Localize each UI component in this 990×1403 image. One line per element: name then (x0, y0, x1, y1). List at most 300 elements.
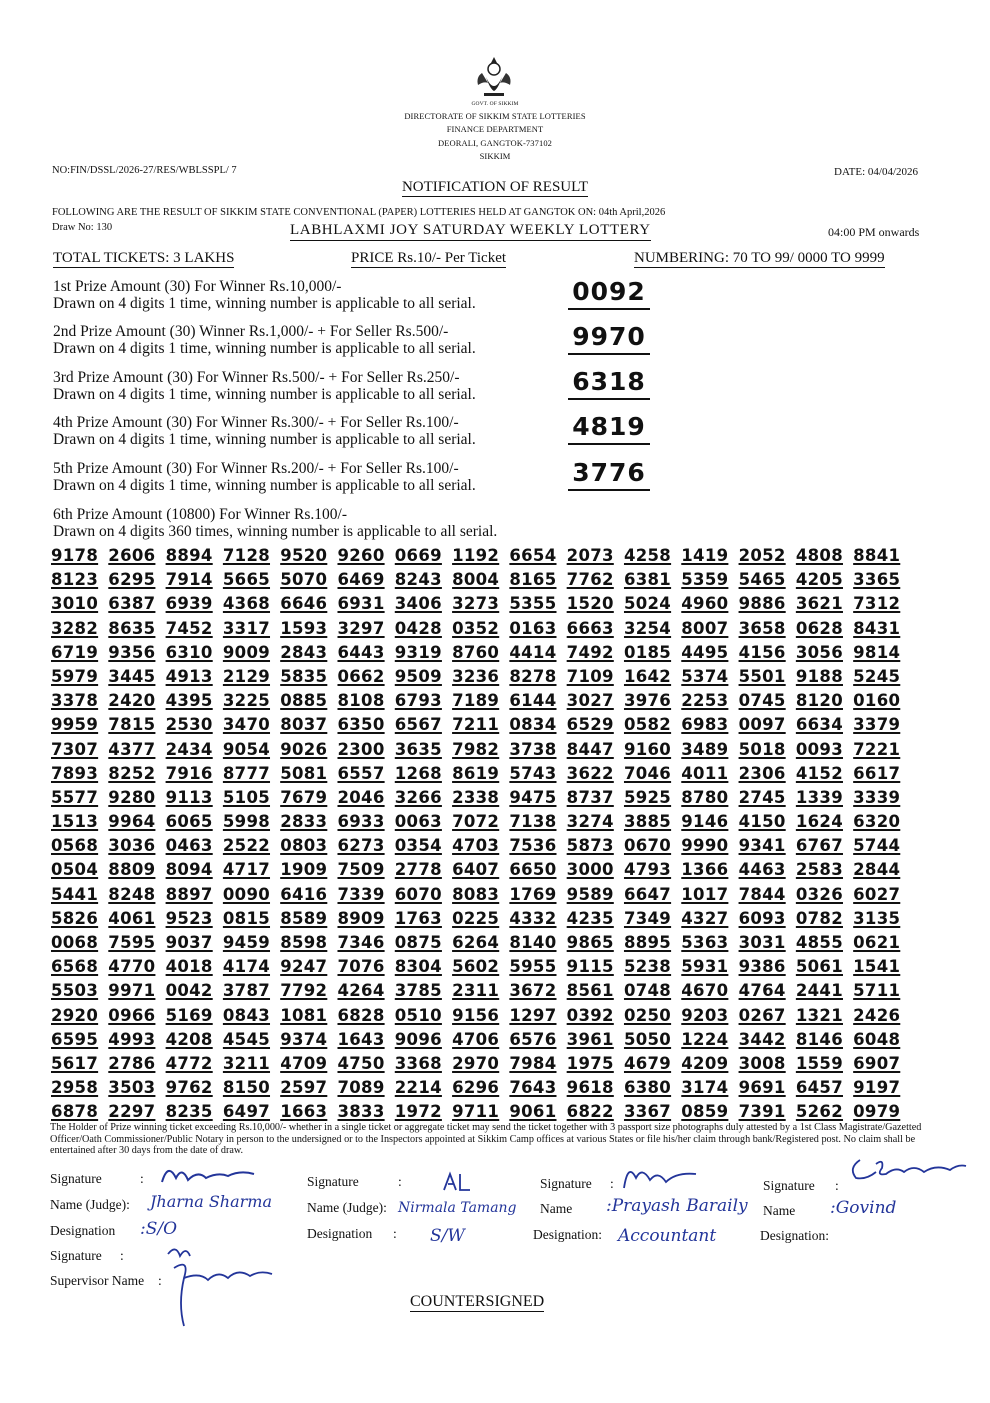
winning-number: 0097 (738, 715, 786, 735)
designation-value-3: Accountant (618, 1226, 717, 1246)
winning-number: 8252 (108, 763, 156, 783)
winning-number: 8007 (681, 618, 729, 638)
winning-number: 9054 (222, 739, 271, 759)
winning-number: 0504 (51, 860, 99, 880)
winning-number: 5061 (795, 957, 843, 977)
winning-number: 3503 (108, 1078, 156, 1098)
winning-number: 3365 (853, 570, 901, 590)
winning-number: 9886 (738, 594, 786, 614)
winning-number: 3658 (738, 618, 786, 638)
name-label-1: Name (Judge): (50, 1197, 130, 1212)
winning-number: 8235 (165, 1102, 213, 1122)
notice-date: DATE: 04/04/2026 (834, 166, 919, 178)
winning-number: 7679 (280, 787, 328, 807)
winning-number: 8278 (509, 666, 557, 686)
winning-number: 3787 (222, 981, 271, 1001)
winning-number: 2214 (394, 1078, 442, 1098)
winning-number: 6822 (566, 1102, 614, 1122)
winning-number: 4670 (681, 981, 729, 1001)
winning-number: 9618 (566, 1078, 614, 1098)
winning-number: 2052 (738, 546, 786, 565)
winning-number: 7844 (738, 884, 786, 904)
winning-number: 0568 (51, 836, 99, 856)
name-value-3: :Prayash Baraily (606, 1196, 748, 1216)
winning-number: 6567 (394, 715, 442, 735)
winning-number: 2046 (337, 787, 385, 807)
prize-3-text: 3rd Prize Amount (30) For Winner Rs.500/- + For Seller Rs.250/- Drawn on 4 digits 1 time, winning number is applicable to all serial. (53, 369, 476, 403)
winning-number: 7893 (51, 763, 99, 783)
winning-number: 7391 (738, 1102, 786, 1122)
winning-number: 9341 (738, 836, 786, 856)
winning-number: 6939 (165, 594, 213, 614)
winning-number: 3379 (853, 715, 901, 735)
winning-number: 7982 (452, 739, 500, 759)
winning-number: 2441 (795, 981, 843, 1001)
winning-number: 7128 (222, 546, 271, 565)
winning-number: 6273 (337, 836, 385, 856)
winning-number: 2311 (452, 981, 500, 1001)
winning-number: 6719 (51, 642, 99, 662)
winning-number: 1192 (452, 546, 500, 565)
winning-number: 7072 (452, 812, 500, 832)
winning-number: 8598 (280, 933, 328, 952)
winning-number: 0582 (623, 715, 672, 735)
designation-label-1: Designation (50, 1223, 116, 1238)
winning-number: 3027 (566, 691, 614, 711)
winning-number: 4150 (738, 812, 786, 832)
winning-number: 7109 (566, 666, 614, 686)
winning-number: 6416 (280, 884, 328, 904)
winning-number: 3367 (623, 1102, 672, 1122)
winning-number: 4377 (108, 739, 156, 759)
intro-line: FOLLOWING ARE THE RESULT OF SIKKIM STATE CONVENTIONAL (PAPER) LOTTERIES HELD AT GANGTOK ON: 04th April,2026 (52, 207, 666, 218)
winning-number: 7643 (509, 1078, 557, 1098)
winning-number: 9374 (280, 1029, 328, 1049)
winning-number: 2306 (738, 763, 786, 783)
winning-number: 4018 (165, 957, 213, 977)
winning-number: 2786 (108, 1053, 156, 1073)
number-row (51, 739, 911, 763)
prize-1-number: 0092 (568, 276, 650, 310)
winning-number: 3010 (51, 594, 99, 614)
winning-number: 9959 (51, 715, 99, 735)
winning-number: 8897 (165, 884, 213, 904)
number-row (51, 618, 911, 642)
winning-number: 9762 (165, 1078, 213, 1098)
sig-colon-2: : (398, 1174, 402, 1189)
winning-number: 1769 (509, 884, 557, 904)
winning-number: 5826 (51, 908, 99, 928)
name-label-3: Name (540, 1201, 573, 1216)
winning-number: 4258 (623, 546, 672, 565)
number-row (51, 642, 911, 666)
winning-number: 2833 (280, 812, 328, 832)
winning-number: 8140 (509, 933, 557, 952)
winning-number: 6497 (222, 1102, 271, 1122)
number-row (51, 932, 911, 956)
number-row (51, 593, 911, 617)
winning-number: 1559 (795, 1053, 843, 1073)
winning-number: 0966 (108, 1005, 156, 1025)
winning-number: 9814 (853, 642, 901, 662)
winning-number: 7792 (280, 981, 328, 1001)
winning-number: 5081 (280, 763, 328, 783)
name-label-4: Name (763, 1203, 796, 1218)
winning-number: 0843 (222, 1005, 271, 1025)
winning-number: 2434 (165, 739, 213, 759)
winning-number: 4960 (681, 594, 729, 614)
claim-footnote: The Holder of Prize winning ticket exceeding Rs.10,000/- whether in a single ticket or aggregate ticket may send the ticket together with 3 passport size photographs duly attested by a 1st Class Magistrate/Gazetted Officer/Oath Commissioner/Public Notary in person to the undersigned or to the Inspectors appointed at Sikkim Camp offices at various States or file his/her claim through bank/Registered post. No claim shall be entertained after 30 days from the date of draw. (50, 1122, 922, 1156)
winning-number: 8108 (337, 691, 385, 711)
number-row (51, 787, 911, 811)
winning-number: 4495 (681, 642, 729, 662)
winning-number: 3056 (795, 642, 843, 662)
winning-number: 8120 (795, 691, 843, 711)
number-row (51, 714, 911, 738)
winning-number: 8248 (108, 884, 156, 904)
winning-number: 7346 (337, 933, 385, 952)
winning-number: 6320 (853, 812, 901, 832)
winning-number: 0815 (222, 908, 271, 928)
winning-number: 5070 (280, 570, 328, 590)
winning-number: 3885 (623, 812, 672, 832)
winning-number: 4395 (165, 691, 213, 711)
winning-number: 6983 (681, 715, 729, 735)
winning-number: 9711 (452, 1102, 500, 1122)
winning-number: 0093 (795, 739, 843, 759)
supervisor-name-colon: : (158, 1273, 162, 1288)
winning-number: 6144 (509, 691, 557, 711)
winning-number: 0803 (280, 836, 328, 856)
winning-number: 6907 (853, 1053, 901, 1073)
winning-number: 9280 (108, 787, 156, 807)
number-row (51, 1005, 911, 1029)
winning-number: 4463 (738, 860, 786, 880)
winning-number: 0090 (222, 884, 271, 904)
winning-number: 2297 (108, 1102, 156, 1122)
winning-number: 7307 (51, 739, 99, 759)
winning-number: 9009 (222, 642, 271, 662)
winning-number: 5024 (623, 594, 672, 614)
winning-number: 8083 (452, 884, 500, 904)
winning-number: 5577 (51, 787, 99, 807)
prize-3-number: 6318 (568, 366, 650, 400)
winning-number: 6048 (853, 1029, 901, 1049)
winning-number: 6065 (165, 812, 213, 832)
number-row (51, 569, 911, 593)
winning-number: 9156 (452, 1005, 500, 1025)
prize-5-number: 3776 (568, 457, 650, 491)
winning-number: 6931 (337, 594, 385, 614)
winning-number: 1642 (623, 666, 672, 686)
page-title: NOTIFICATION OF RESULT (401, 179, 589, 195)
winning-number: 7536 (509, 836, 557, 856)
winning-number: 0428 (394, 618, 442, 638)
winning-number: 7762 (566, 570, 614, 590)
winning-number: 6646 (280, 594, 328, 614)
winning-number: 5835 (280, 666, 328, 686)
winning-number: 2253 (681, 691, 729, 711)
winning-number: 3031 (738, 933, 786, 952)
winning-number: 8123 (51, 570, 99, 590)
winning-number: 5238 (623, 957, 672, 977)
winning-number: 0063 (394, 812, 442, 832)
winning-number: 6296 (452, 1078, 500, 1098)
winning-number: 6557 (337, 763, 385, 783)
handwritten-signature-4 (846, 1154, 970, 1184)
designation-label-4: Designation: (760, 1228, 829, 1243)
number-row (51, 1053, 911, 1077)
prize-2-number: 9970 (568, 321, 650, 355)
winning-number: 3976 (623, 691, 672, 711)
winning-number: 3274 (566, 812, 614, 832)
winning-number: 4235 (566, 908, 614, 928)
winning-number: 0042 (165, 981, 213, 1001)
handwritten-signature-supervisor (160, 1244, 280, 1328)
sig-label-3: Signature (540, 1176, 592, 1191)
winning-number: 1339 (795, 787, 843, 807)
reference-number: NO:FIN/DSSL/2026-27/RES/WBLSSPL/ 7 (52, 165, 237, 176)
winning-number: 9520 (280, 546, 328, 565)
winning-number: 0163 (509, 618, 557, 638)
winning-number: 0979 (853, 1102, 901, 1122)
supervisor-sig-label: Signature (50, 1248, 102, 1263)
winning-number: 0834 (509, 715, 557, 735)
winning-number: 0392 (566, 1005, 614, 1025)
winning-number: 2522 (222, 836, 271, 856)
handwritten-signature-2 (440, 1170, 474, 1194)
designation-value-1: :S/O (140, 1219, 178, 1239)
winning-number: 3368 (394, 1053, 442, 1073)
designation-label-3: Designation: (533, 1227, 602, 1242)
winning-number: 5262 (795, 1102, 843, 1122)
winning-number: 4703 (452, 836, 500, 856)
number-row (51, 835, 911, 859)
winning-number: 0875 (394, 933, 442, 952)
winning-number: 0748 (623, 981, 672, 1001)
winning-number: 1321 (795, 1005, 843, 1025)
winning-number: 7211 (452, 715, 500, 735)
numbering: NUMBERING: 70 TO 99/ 0000 TO 9999 (634, 250, 885, 266)
winning-number: 5441 (51, 884, 99, 904)
winning-number: 4011 (681, 763, 729, 783)
winning-number: 6070 (394, 884, 442, 904)
winning-number: 2745 (738, 787, 786, 807)
winning-number: 4264 (337, 981, 385, 1001)
winning-number: 6469 (337, 570, 385, 590)
winning-number: 0354 (394, 836, 442, 856)
number-row (51, 690, 911, 714)
winning-number: 8895 (623, 933, 672, 952)
winning-number: 5602 (452, 957, 500, 977)
winning-number: 8760 (452, 642, 500, 662)
winning-number: 3785 (394, 981, 442, 1001)
winning-number: 9061 (509, 1102, 557, 1122)
winning-number: 2300 (337, 739, 385, 759)
winning-number: 2958 (51, 1078, 99, 1098)
winning-number: 8146 (795, 1029, 843, 1049)
winning-number: 3442 (738, 1029, 786, 1049)
name-value-4: :Govind (830, 1198, 897, 1218)
winning-number: 3282 (51, 618, 99, 638)
winning-number: 7339 (337, 884, 385, 904)
winning-number: 2583 (795, 860, 843, 880)
winning-number: 4332 (509, 908, 557, 928)
winning-number: 7349 (623, 908, 672, 928)
winning-number: 0670 (623, 836, 672, 856)
winning-number: 5998 (222, 812, 271, 832)
winning-number: 8909 (337, 908, 385, 928)
sig-label-4: Signature (763, 1178, 815, 1193)
winning-number: 8165 (509, 570, 557, 590)
winning-number: 9589 (566, 884, 614, 904)
winning-number: 4808 (795, 546, 843, 565)
winning-number: 2420 (108, 691, 156, 711)
winning-number: 3445 (108, 666, 156, 686)
winning-number: 4208 (165, 1029, 213, 1049)
winning-number: 2844 (853, 860, 901, 880)
number-row (51, 980, 911, 1004)
winning-number: 7046 (623, 763, 672, 783)
winning-number: 4764 (738, 981, 786, 1001)
winning-number: 0068 (51, 933, 99, 952)
winning-number: 9037 (165, 933, 213, 952)
winning-number: 8777 (222, 763, 271, 783)
winning-number: 3236 (452, 666, 500, 686)
winning-number: 2073 (566, 546, 614, 565)
winning-number: 7815 (108, 715, 156, 735)
winning-number: 8635 (108, 618, 156, 638)
winning-number: 6310 (165, 642, 213, 662)
winning-number: 3135 (853, 908, 901, 928)
countersigned-label: COUNTERSIGNED (410, 1293, 545, 1310)
winning-number: 2530 (165, 715, 213, 735)
sig-colon-3: : (610, 1176, 614, 1191)
winning-number: 8004 (452, 570, 500, 590)
winning-number: 7452 (165, 618, 213, 638)
winning-number: 9319 (394, 642, 442, 662)
winning-number: 2129 (222, 666, 271, 686)
winning-number: 3297 (337, 618, 385, 638)
winning-number: 4993 (108, 1029, 156, 1049)
winning-number: 5711 (853, 981, 901, 1001)
winning-number: 6381 (623, 570, 672, 590)
prize-5-text: 5th Prize Amount (30) For Winner Rs.200/- + For Seller Rs.100/- Drawn on 4 digits 1 time, winning number is applicable to all serial. (53, 460, 476, 494)
winning-number: 5169 (165, 1005, 213, 1025)
winning-number: 4679 (623, 1053, 672, 1073)
winning-number: 6654 (509, 546, 557, 565)
winning-number: 9386 (738, 957, 786, 977)
winning-number: 8561 (566, 981, 614, 1001)
draw-number: Draw No: 130 (52, 222, 113, 233)
supervisor-sig-colon: : (120, 1248, 124, 1263)
winning-number: 9113 (165, 787, 213, 807)
winning-number: 0885 (280, 691, 328, 711)
emblem-caption: GOVT. OF SIKKIM (471, 101, 519, 107)
name-label-2: Name (Judge): (307, 1200, 387, 1215)
winning-number: 5359 (681, 570, 729, 590)
winning-number: 2970 (452, 1053, 500, 1073)
winning-number: 8619 (452, 763, 500, 783)
handwritten-signature-3 (620, 1160, 700, 1192)
winning-number: 1081 (280, 1005, 328, 1025)
winning-number: 6828 (337, 1005, 385, 1025)
prize-1-text: 1st Prize Amount (30) For Winner Rs.10,000/- Drawn on 4 digits 1 time, winning number is applicable to all serial. (53, 278, 476, 312)
winning-number: 4205 (795, 570, 843, 590)
winning-number: 0669 (394, 546, 442, 565)
winning-number: 5501 (738, 666, 786, 686)
winning-number: 3000 (566, 860, 614, 880)
winning-number: 1975 (566, 1053, 614, 1073)
designation-label-2: Designation (307, 1226, 373, 1241)
winning-number: 7189 (452, 691, 500, 711)
winning-number: 0185 (623, 642, 672, 662)
winning-number: 9971 (108, 981, 156, 1001)
winning-number: 1663 (280, 1102, 328, 1122)
number-row (51, 1029, 911, 1053)
winning-number: 6264 (452, 933, 500, 952)
winning-number: 4156 (738, 642, 786, 662)
winning-number: 4061 (108, 908, 156, 928)
winning-number: 0352 (452, 618, 500, 638)
sig-colon-1: : (140, 1171, 144, 1186)
winning-number: 5955 (509, 957, 557, 977)
winning-number: 9115 (566, 957, 614, 977)
winning-number: 3008 (738, 1053, 786, 1073)
winning-number: 0250 (623, 1005, 672, 1025)
sig-label-1: Signature (50, 1171, 102, 1186)
number-row (51, 859, 911, 883)
winning-number: 8243 (394, 570, 442, 590)
winning-number: 1972 (394, 1102, 442, 1122)
winning-number: 1513 (51, 812, 99, 832)
winning-number: 4750 (337, 1053, 385, 1073)
number-row (51, 908, 911, 932)
winning-number: 7138 (509, 812, 557, 832)
winning-number: 5665 (222, 570, 271, 590)
winning-number: 1224 (681, 1029, 729, 1049)
winning-number: 4545 (222, 1029, 271, 1049)
winning-number: 6407 (452, 860, 500, 880)
winning-number: 6650 (509, 860, 557, 880)
winning-number: 9260 (337, 546, 385, 565)
winning-number: 3254 (623, 618, 672, 638)
winning-number: 0745 (738, 691, 786, 711)
winning-number: 7221 (853, 739, 901, 759)
winning-number: 2597 (280, 1078, 328, 1098)
winning-number: 4209 (681, 1053, 729, 1073)
prize-2-text: 2nd Prize Amount (30) Winner Rs.1,000/- + For Seller Rs.500/- Drawn on 4 digits 1 time, winning number is applicable to all serial. (53, 323, 476, 357)
winning-number: 3273 (452, 594, 500, 614)
winning-number: 1268 (394, 763, 442, 783)
winning-number: 6380 (623, 1078, 672, 1098)
winning-number: 9990 (681, 836, 729, 856)
winning-number: 6647 (623, 884, 672, 904)
winning-number: 6663 (566, 618, 614, 638)
number-row (51, 545, 911, 569)
winning-number: 7916 (165, 763, 213, 783)
winning-number: 3266 (394, 787, 442, 807)
winning-number: 1297 (509, 1005, 557, 1025)
winning-number: 5743 (509, 763, 557, 783)
winning-number: 8447 (566, 739, 614, 759)
winning-number: 9459 (222, 933, 271, 952)
winning-number: 5503 (51, 981, 99, 1001)
winning-number: 7089 (337, 1078, 385, 1098)
winning-number: 9178 (51, 546, 99, 565)
winning-number: 4414 (509, 642, 557, 662)
winning-number: 6576 (509, 1029, 557, 1049)
